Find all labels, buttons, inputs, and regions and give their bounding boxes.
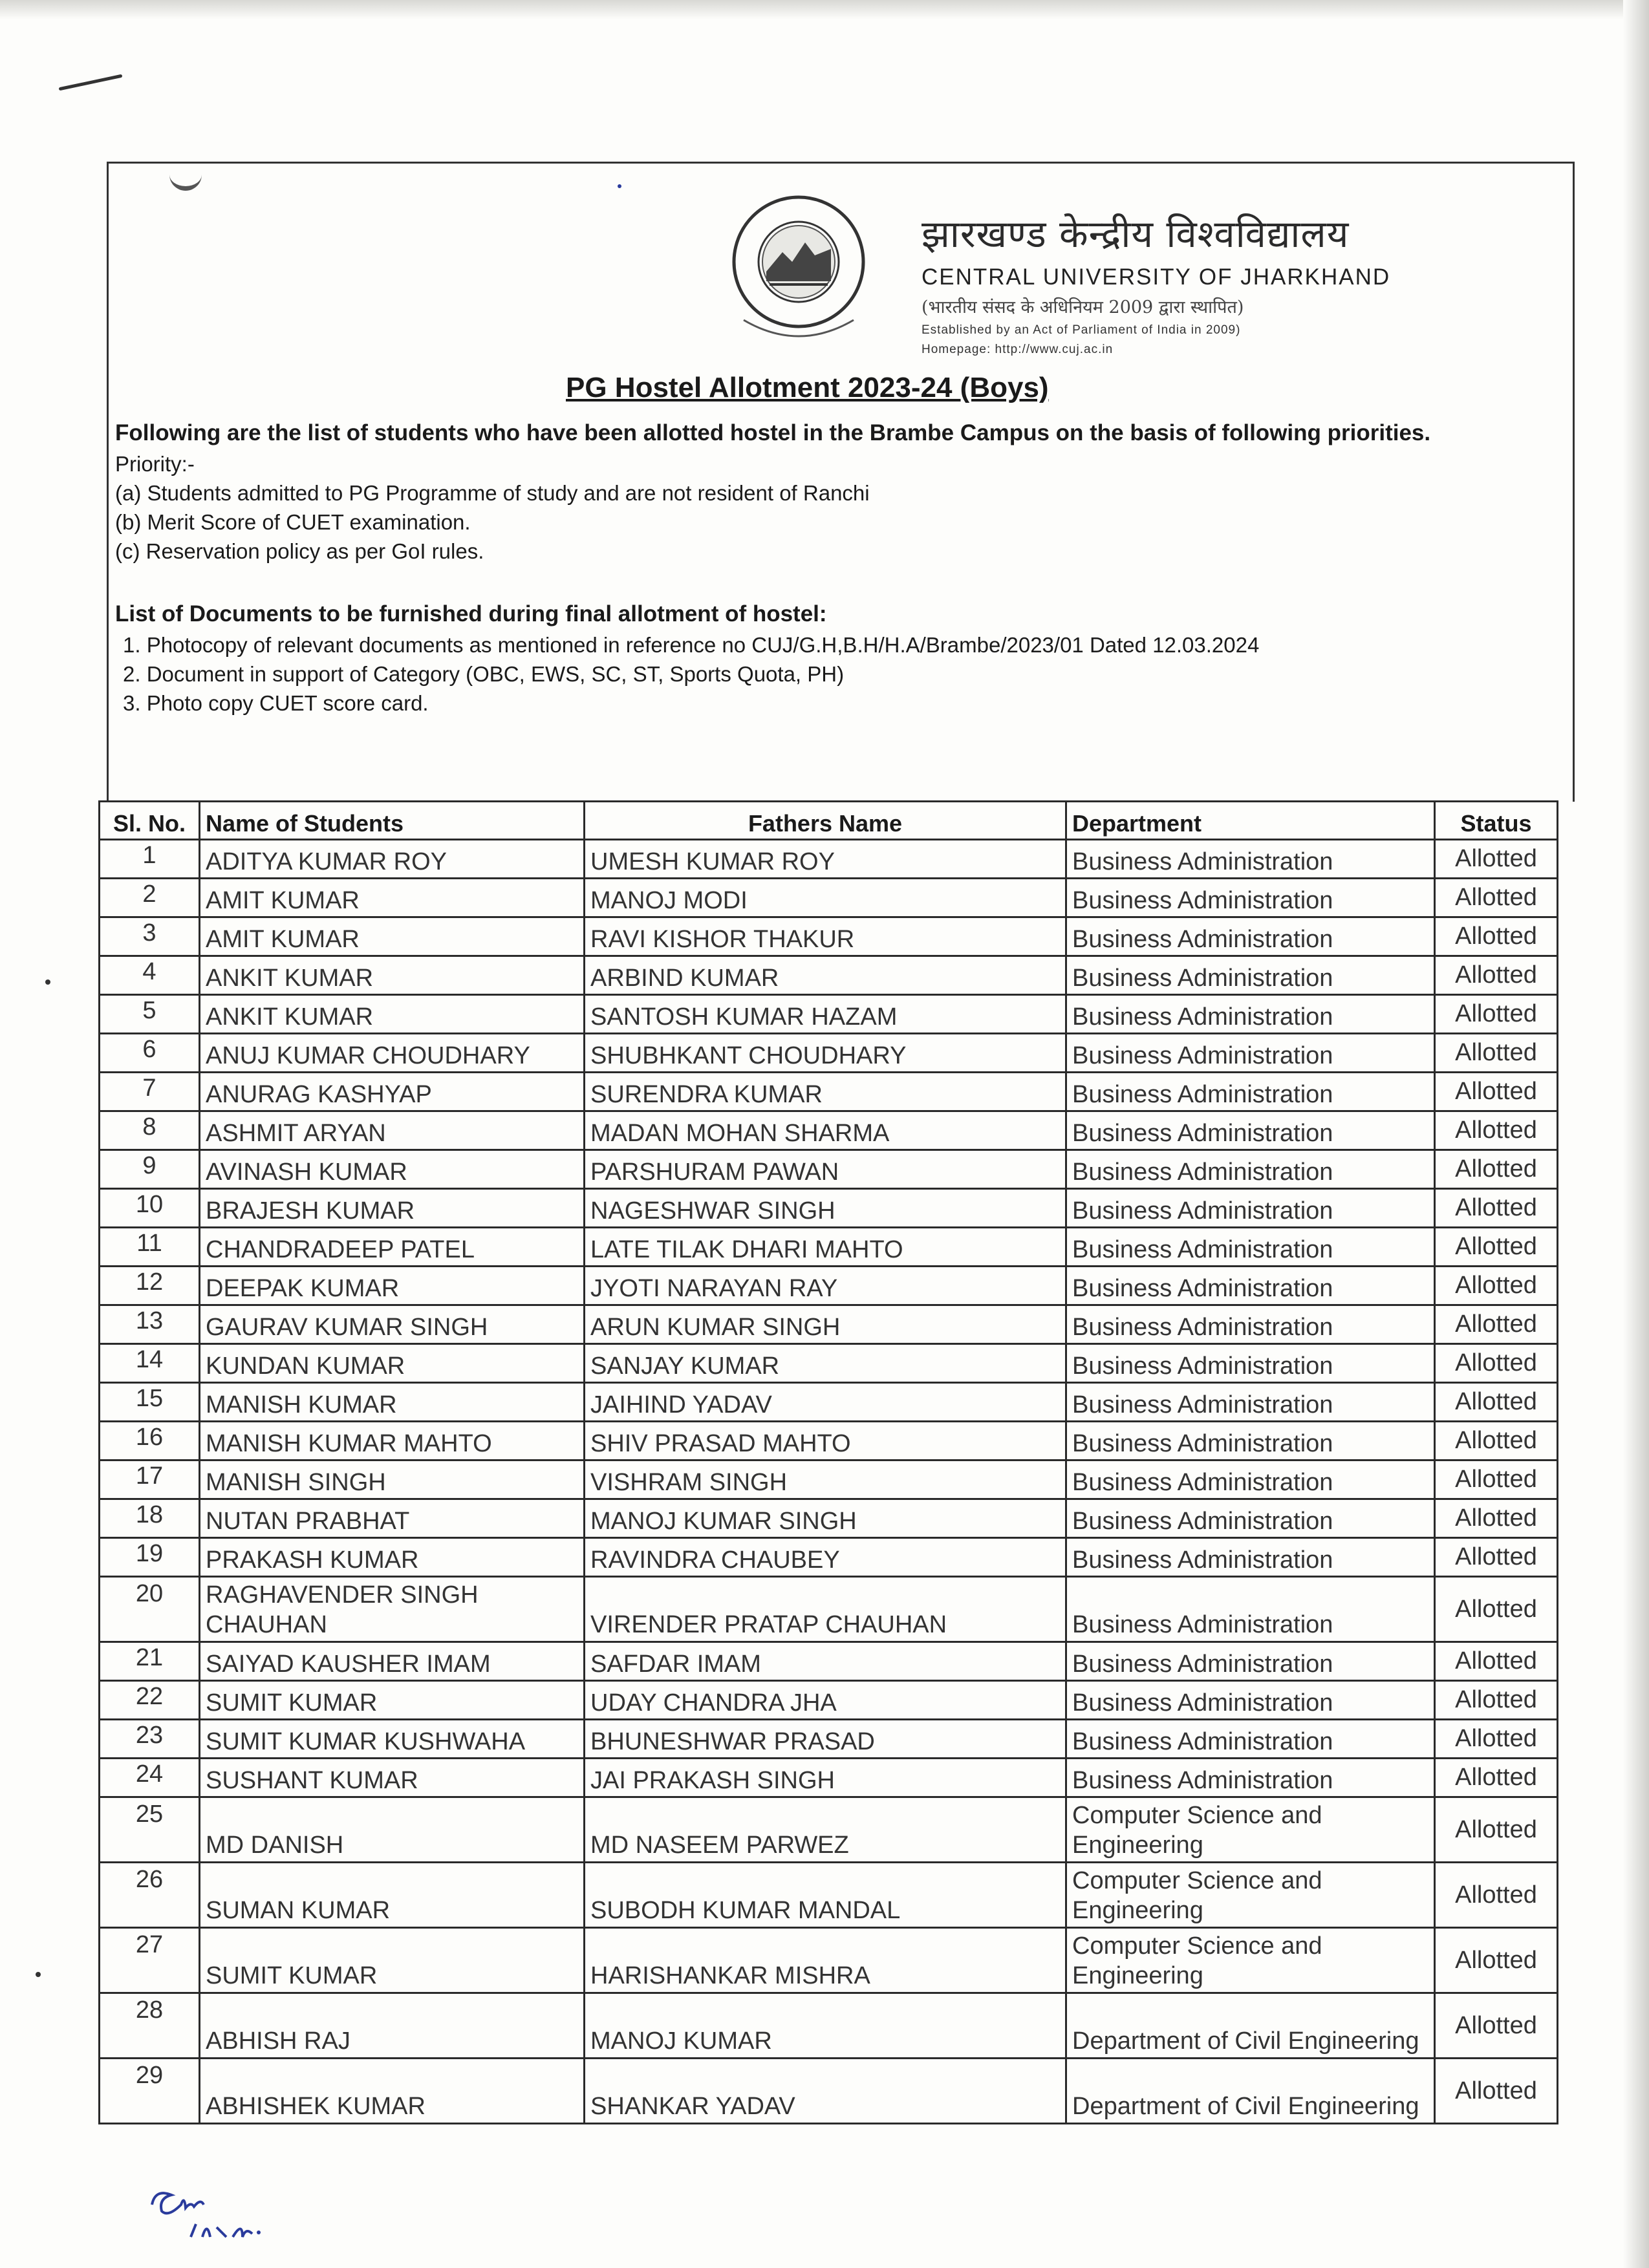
table-row [100, 1150, 1558, 1189]
sl-no-cell: 24 [100, 1759, 200, 1797]
father-name-cell: SANTOSH KUMAR HAZAM [585, 995, 1066, 1034]
header-status: Status [1435, 802, 1558, 840]
student-name-cell: DEEPAK KUMAR [200, 1267, 585, 1305]
student-name-cell: GAURAV KUMAR SINGH [200, 1305, 585, 1344]
student-name-cell: ANURAG KASHYAP [200, 1073, 585, 1111]
father-name-cell: LATE TILAK DHARI MAHTO [585, 1228, 1066, 1267]
status-cell: Allotted [1435, 1499, 1558, 1538]
student-name-cell: ABHISHEK KUMAR [200, 2059, 585, 2124]
department-cell: Business Administration [1066, 1111, 1435, 1150]
student-name-cell: ANKIT KUMAR [200, 956, 585, 995]
table-row [100, 1863, 1558, 1928]
header-student-name: Name of Students [200, 802, 585, 840]
status-cell: Allotted [1435, 1759, 1558, 1797]
father-name-cell: UMESH KUMAR ROY [585, 840, 1066, 879]
status-cell: Allotted [1435, 879, 1558, 917]
status-cell: Allotted [1435, 1228, 1558, 1267]
department-cell: Business Administration [1066, 1189, 1435, 1228]
status-cell: Allotted [1435, 1993, 1558, 2059]
student-name-cell: NUTAN PRABHAT [200, 1499, 585, 1538]
father-name-cell: MANOJ KUMAR SINGH [585, 1499, 1066, 1538]
sl-no-cell: 3 [100, 917, 200, 956]
father-name-cell: RAVINDRA CHAUBEY [585, 1538, 1066, 1577]
sl-no-cell: 17 [100, 1460, 200, 1499]
status-cell: Allotted [1435, 917, 1558, 956]
student-name-cell: MANISH KUMAR [200, 1383, 585, 1422]
department-cell: Business Administration [1066, 956, 1435, 995]
student-name-cell: CHANDRADEEP PATEL [200, 1228, 585, 1267]
status-cell: Allotted [1435, 1305, 1558, 1344]
table-row [100, 879, 1558, 917]
department-cell: Computer Science and Engineering [1066, 1863, 1435, 1928]
student-name-cell: BRAJESH KUMAR [200, 1189, 585, 1228]
sl-no-cell: 23 [100, 1720, 200, 1759]
student-name-cell: SUMAN KUMAR [200, 1863, 585, 1928]
department-cell: Business Administration [1066, 1681, 1435, 1720]
student-name-cell: AMIT KUMAR [200, 917, 585, 956]
header-sl-no: Sl. No. [100, 802, 200, 840]
department-cell: Business Administration [1066, 1305, 1435, 1344]
father-name-cell: PARSHURAM PAWAN [585, 1150, 1066, 1189]
student-name-cell: MANISH KUMAR MAHTO [200, 1422, 585, 1460]
department-cell: Business Administration [1066, 840, 1435, 879]
status-cell: Allotted [1435, 1460, 1558, 1499]
table-row [100, 1073, 1558, 1111]
table-row [100, 1642, 1558, 1681]
page-edge-shadow-right [1623, 0, 1649, 2268]
sl-no-cell: 9 [100, 1150, 200, 1189]
status-cell: Allotted [1435, 1150, 1558, 1189]
page-edge-shadow [0, 0, 1649, 19]
document-item: 3. Photo copy CUET score card. [123, 691, 429, 715]
father-name-cell: MANOJ KUMAR [585, 1993, 1066, 2059]
department-cell: Business Administration [1066, 1577, 1435, 1642]
sl-no-cell: 27 [100, 1928, 200, 1993]
table-row [100, 840, 1558, 879]
table-row [100, 1928, 1558, 1993]
status-cell: Allotted [1435, 1681, 1558, 1720]
student-name-cell: ANKIT KUMAR [200, 995, 585, 1034]
student-name-cell: ANUJ KUMAR CHOUDHARY [200, 1034, 585, 1073]
status-cell: Allotted [1435, 1577, 1558, 1642]
father-name-cell: MANOJ MODI [585, 879, 1066, 917]
father-name-cell: VIRENDER PRATAP CHAUHAN [585, 1577, 1066, 1642]
father-name-cell: SURENDRA KUMAR [585, 1073, 1066, 1111]
student-name-cell: ASHMIT ARYAN [200, 1111, 585, 1150]
table-header-row [100, 802, 1558, 840]
documents-list [123, 630, 1259, 718]
status-cell: Allotted [1435, 2059, 1558, 2124]
status-cell: Allotted [1435, 1267, 1558, 1305]
status-cell: Allotted [1435, 1344, 1558, 1383]
priority-list [115, 449, 870, 566]
department-cell: Department of Civil Engineering [1066, 1993, 1435, 2059]
status-cell: Allotted [1435, 1111, 1558, 1150]
table-row [100, 1759, 1558, 1797]
status-cell: Allotted [1435, 1189, 1558, 1228]
table-row [100, 1189, 1558, 1228]
department-cell: Business Administration [1066, 1499, 1435, 1538]
table-row [100, 995, 1558, 1034]
sl-no-cell: 5 [100, 995, 200, 1034]
sl-no-cell: 20 [100, 1577, 200, 1642]
status-cell: Allotted [1435, 1034, 1558, 1073]
sl-no-cell: 2 [100, 879, 200, 917]
student-name-cell: SUMIT KUMAR [200, 1681, 585, 1720]
university-name-english: CENTRAL UNIVERSITY OF JHARKHAND [921, 264, 1391, 290]
department-cell: Business Administration [1066, 1460, 1435, 1499]
table-row [100, 956, 1558, 995]
university-seal-logo [718, 191, 879, 352]
table-row [100, 1383, 1558, 1422]
father-name-cell: SHUBHKANT CHOUDHARY [585, 1034, 1066, 1073]
status-cell: Allotted [1435, 1073, 1558, 1111]
department-cell: Business Administration [1066, 1422, 1435, 1460]
table-row [100, 1499, 1558, 1538]
table-row [100, 2059, 1558, 2124]
father-name-cell: UDAY CHANDRA JHA [585, 1681, 1066, 1720]
status-cell: Allotted [1435, 840, 1558, 879]
sl-no-cell: 7 [100, 1073, 200, 1111]
table-row [100, 1993, 1558, 2059]
father-name-cell: JYOTI NARAYAN RAY [585, 1267, 1066, 1305]
priority-item: (a) Students admitted to PG Programme of study and are not resident of Ranchi [115, 481, 870, 505]
father-name-cell: ARBIND KUMAR [585, 956, 1066, 995]
table-row [100, 917, 1558, 956]
student-name-cell: MD DANISH [200, 1797, 585, 1863]
department-cell: Business Administration [1066, 1642, 1435, 1681]
table-row [100, 1228, 1558, 1267]
sl-no-cell: 29 [100, 2059, 200, 2124]
father-name-cell: NAGESHWAR SINGH [585, 1189, 1066, 1228]
department-cell: Business Administration [1066, 1344, 1435, 1383]
status-cell: Allotted [1435, 1422, 1558, 1460]
table-row [100, 1267, 1558, 1305]
scan-speck [618, 184, 621, 188]
father-name-cell: MADAN MOHAN SHARMA [585, 1111, 1066, 1150]
table-row [100, 1681, 1558, 1720]
student-name-cell: AVINASH KUMAR [200, 1150, 585, 1189]
father-name-cell: ARUN KUMAR SINGH [585, 1305, 1066, 1344]
priority-label: Priority:- [115, 452, 195, 476]
father-name-cell: VISHRAM SINGH [585, 1460, 1066, 1499]
department-cell: Business Administration [1066, 1034, 1435, 1073]
student-name-cell: ADITYA KUMAR ROY [200, 840, 585, 879]
table-row [100, 1720, 1558, 1759]
sl-no-cell: 8 [100, 1111, 200, 1150]
student-name-cell: SUMIT KUMAR KUSHWAHA [200, 1720, 585, 1759]
status-cell: Allotted [1435, 995, 1558, 1034]
student-name-cell: SAIYAD KAUSHER IMAM [200, 1642, 585, 1681]
table-row [100, 1111, 1558, 1150]
department-cell: Business Administration [1066, 1720, 1435, 1759]
student-name-cell: ABHISH RAJ [200, 1993, 585, 2059]
sl-no-cell: 6 [100, 1034, 200, 1073]
status-cell: Allotted [1435, 1642, 1558, 1681]
table-row [100, 1344, 1558, 1383]
priority-item: (b) Merit Score of CUET examination. [115, 510, 471, 534]
father-name-cell: HARISHANKAR MISHRA [585, 1928, 1066, 1993]
table-row [100, 1034, 1558, 1073]
priority-item: (c) Reservation policy as per GoI rules. [115, 539, 484, 563]
homepage-link: Homepage: http://www.cuj.ac.in [921, 343, 1114, 356]
sl-no-cell: 10 [100, 1189, 200, 1228]
table-row [100, 1538, 1558, 1577]
father-name-cell: BHUNESHWAR PRASAD [585, 1720, 1066, 1759]
student-name-cell: RAGHAVENDER SINGH CHAUHAN [200, 1577, 585, 1642]
sl-no-cell: 14 [100, 1344, 200, 1383]
sl-no-cell: 26 [100, 1863, 200, 1928]
establishment-note: Established by an Act of Parliament of India in 2009) [921, 323, 1241, 337]
status-cell: Allotted [1435, 1720, 1558, 1759]
sl-no-cell: 21 [100, 1642, 200, 1681]
handwritten-signature [146, 2176, 301, 2247]
sl-no-cell: 28 [100, 1993, 200, 2059]
student-name-cell: AMIT KUMAR [200, 879, 585, 917]
sl-no-cell: 4 [100, 956, 200, 995]
establishment-note-hindi: (भारतीय संसद के अधिनियम 2009 द्वारा स्थापित) [921, 297, 1244, 317]
document-item: 1. Photocopy of relevant documents as mentioned in reference no CUJ/G.H,B.H/H.A/Brambe/2023/01 Dated 12.03.2024 [123, 633, 1260, 657]
department-cell: Business Administration [1066, 1759, 1435, 1797]
student-name-cell: MANISH SINGH [200, 1460, 585, 1499]
father-name-cell: JAIHIND YADAV [585, 1383, 1066, 1422]
sl-no-cell: 15 [100, 1383, 200, 1422]
department-cell: Computer Science and Engineering [1066, 1928, 1435, 1993]
father-name-cell: SHANKAR YADAV [585, 2059, 1066, 2124]
sl-no-cell: 1 [100, 840, 200, 879]
header-department: Department [1066, 802, 1435, 840]
father-name-cell: SUBODH KUMAR MANDAL [585, 1863, 1066, 1928]
father-name-cell: JAI PRAKASH SINGH [585, 1759, 1066, 1797]
father-name-cell: SHIV PRASAD MAHTO [585, 1422, 1066, 1460]
department-cell: Business Administration [1066, 1538, 1435, 1577]
status-cell: Allotted [1435, 956, 1558, 995]
sl-no-cell: 11 [100, 1228, 200, 1267]
department-cell: Department of Civil Engineering [1066, 2059, 1435, 2124]
department-cell: Business Administration [1066, 1267, 1435, 1305]
department-cell: Business Administration [1066, 1073, 1435, 1111]
page-title: PG Hostel Allotment 2023-24 (Boys) [566, 372, 1049, 403]
department-cell: Business Administration [1066, 1228, 1435, 1267]
student-name-cell: PRAKASH KUMAR [200, 1538, 585, 1577]
sl-no-cell: 22 [100, 1681, 200, 1720]
table-body [100, 840, 1558, 2124]
father-name-cell: MD NASEEM PARWEZ [585, 1797, 1066, 1863]
status-cell: Allotted [1435, 1797, 1558, 1863]
pen-mark [59, 74, 123, 91]
sl-no-cell: 13 [100, 1305, 200, 1344]
table-row [100, 1797, 1558, 1863]
father-name-cell: SANJAY KUMAR [585, 1344, 1066, 1383]
scan-speck [45, 979, 50, 985]
department-cell: Business Administration [1066, 879, 1435, 917]
sl-no-cell: 12 [100, 1267, 200, 1305]
documents-heading: List of Documents to be furnished during final allotment of hostel: [115, 601, 827, 626]
department-cell: Business Administration [1066, 1383, 1435, 1422]
document-item: 2. Document in support of Category (OBC, EWS, SC, ST, Sports Quota, PH) [123, 662, 845, 686]
header-fathers-name: Fathers Name [585, 802, 1066, 840]
status-cell: Allotted [1435, 1863, 1558, 1928]
status-cell: Allotted [1435, 1538, 1558, 1577]
department-cell: Business Administration [1066, 995, 1435, 1034]
sl-no-cell: 16 [100, 1422, 200, 1460]
table-row [100, 1305, 1558, 1344]
university-name-hindi: झारखण्ड केन्द्रीय विश्वविद्यालय [921, 212, 1350, 256]
allotment-table [98, 800, 1558, 2124]
sl-no-cell: 19 [100, 1538, 200, 1577]
table-row [100, 1577, 1558, 1642]
father-name-cell: RAVI KISHOR THAKUR [585, 917, 1066, 956]
table-row [100, 1422, 1558, 1460]
scan-speck [36, 1972, 41, 1977]
student-name-cell: KUNDAN KUMAR [200, 1344, 585, 1383]
intro-text: Following are the list of students who have been allotted hostel in the Brambe Campus on the basis of following priorities. [115, 420, 1431, 445]
student-name-cell: SUSHANT KUMAR [200, 1759, 585, 1797]
student-name-cell: SUMIT KUMAR [200, 1928, 585, 1993]
status-cell: Allotted [1435, 1383, 1558, 1422]
sl-no-cell: 25 [100, 1797, 200, 1863]
father-name-cell: SAFDAR IMAM [585, 1642, 1066, 1681]
table-row [100, 1460, 1558, 1499]
status-cell: Allotted [1435, 1928, 1558, 1993]
department-cell: Business Administration [1066, 917, 1435, 956]
department-cell: Computer Science and Engineering [1066, 1797, 1435, 1863]
department-cell: Business Administration [1066, 1150, 1435, 1189]
university-header [921, 207, 1390, 357]
sl-no-cell: 18 [100, 1499, 200, 1538]
